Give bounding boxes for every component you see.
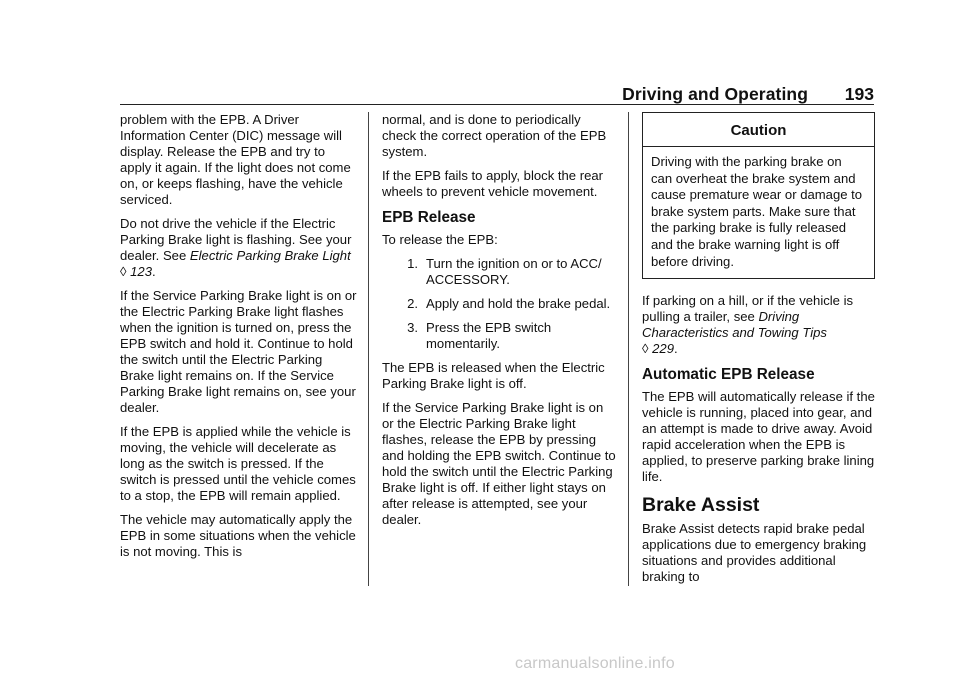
- step-number: 1.: [407, 256, 418, 271]
- paragraph-text: Do not drive the vehicle if the Electric Parking Brake light is flashing. See your dealer. See: [120, 216, 352, 263]
- paragraph: If the Service Parking Brake light is on or the Electric Parking Brake light flashes when the ignition is turned on, press the EPB switch and hold it. Continue to hold the switch until the Electric Parking Brake light remains on. If the Service Parking Brake light remains on, see your dealer.: [120, 288, 357, 415]
- paragraph: problem with the EPB. A Driver Information Center (DIC) message will display. Release the EPB and try to apply it again. If the light does not come on, or keeps flashing, have the vehicle serviced.: [120, 112, 351, 207]
- step-number: 3.: [407, 320, 418, 335]
- paragraph: The vehicle may automatically apply the EPB in some situations when the vehicle is not moving. This is: [120, 512, 356, 559]
- column-1: [120, 112, 358, 568]
- cross-reference-page[interactable]: 229: [652, 341, 674, 357]
- column-3: [642, 112, 875, 593]
- paragraph: To release the EPB:: [382, 232, 498, 247]
- step-number: 2.: [407, 296, 418, 311]
- column-2: [382, 112, 616, 536]
- paragraph: Brake Assist detects rapid brake pedal applications due to emergency braking situations and provides additional braking to: [642, 521, 867, 585]
- paragraph: The EPB will automatically release if the vehicle is running, placed into gear, and an attempt is made to drive away. Avoid rapid acceleration when the EPB is applied, to preserve parking brake lining life.: [642, 389, 875, 485]
- cross-reference-link[interactable]: Driving Characteristics and Towing Tips: [642, 309, 827, 341]
- column-divider-1: [368, 112, 369, 586]
- paragraph: If the EPB fails to apply, block the rear wheels to prevent vehicle movement.: [382, 168, 604, 199]
- step-text: Press the EPB switch momentarily.: [426, 320, 552, 351]
- step-text: Apply and hold the brake pedal.: [426, 296, 611, 311]
- major-heading: Brake Assist: [642, 494, 760, 517]
- cross-reference-page[interactable]: 123: [130, 264, 152, 279]
- caution-box: [642, 112, 875, 279]
- watermark: carmanualsonline.info: [515, 655, 675, 672]
- page-ref-icon: ◊: [120, 264, 127, 279]
- list-item: [382, 296, 616, 312]
- list-item: [382, 256, 616, 288]
- paragraph: normal, and is done to periodically check the correct operation of the EPB system.: [382, 112, 607, 159]
- paragraph: Do not drive the vehicle if the Electric Parking Brake light is flashing. See your dealer. See Electric Parking Brake Light ◊ 123.: [120, 216, 352, 279]
- paragraph: If parking on a hill, or if the vehicle is pulling a trailer, see Driving Characteristics and Towing Tips ◊ 229.: [642, 293, 854, 357]
- caution-title: Caution: [643, 113, 874, 147]
- paragraph: If the Service Parking Brake light is on or the Electric Parking Brake light flashes, release the EPB by pressing and holding the EPB switch. Continue to hold the switch until the Electric Parking Brake light is off. If either light stays on after release is attempted, see your dealer.: [382, 400, 616, 527]
- section-heading: EPB Release: [382, 209, 476, 226]
- header-rule: [120, 104, 874, 105]
- list-item: [382, 320, 616, 352]
- step-text: Turn the ignition on or to ACC/ ACCESSORY.: [426, 256, 602, 287]
- paragraph: If the EPB is applied while the vehicle is moving, the vehicle will decelerate as long as the switch is pressed. If the switch is pressed until the vehicle comes to a stop, the EPB will remain applied.: [120, 424, 356, 503]
- column-divider-2: [628, 112, 629, 586]
- page-header: [120, 84, 874, 106]
- section-heading: Automatic EPB Release: [642, 366, 815, 384]
- section-title: Driving and Operating: [622, 84, 808, 104]
- cross-reference-link[interactable]: Electric Parking Brake Light: [189, 248, 351, 263]
- page-number: 193: [844, 84, 874, 104]
- paragraph-text: If parking on a hill, or if the vehicle is pulling a trailer, see: [642, 293, 854, 325]
- page-ref-icon: ◊: [642, 341, 649, 357]
- paragraph: The EPB is released when the Electric Parking Brake light is off.: [382, 360, 605, 391]
- caution-text: Driving with the parking brake on can overheat the brake system and cause premature wear or damage to brake system parts. Make sure that the parking brake is fully released and the brake warning light is off before driving.: [651, 154, 863, 269]
